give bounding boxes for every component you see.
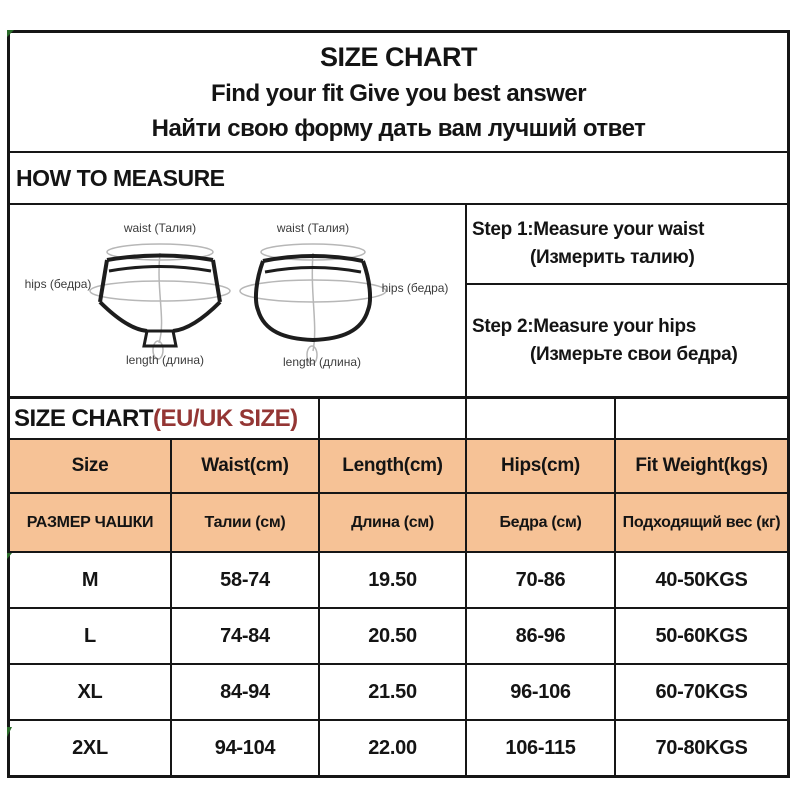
step-1-box <box>467 205 787 283</box>
size-cell: L <box>84 624 96 647</box>
table-row-m <box>10 551 787 607</box>
column-header-hips: Hips(cm) <box>465 440 614 492</box>
hips-label-back: hips (бедра) <box>381 281 449 295</box>
table-header-row-en <box>10 438 787 492</box>
panty-back-diagram <box>240 244 386 364</box>
column-header-waist: Waist(cm) <box>170 440 318 492</box>
hips-cell: 106-115 <box>465 721 614 775</box>
table-row-l <box>10 607 787 663</box>
size-chart-title-black: SIZE CHART <box>14 404 153 432</box>
column-header-size: Size <box>71 455 109 476</box>
weight-cell: 70-80KGS <box>614 721 787 775</box>
waist-label-back: waist (Талия) <box>276 221 350 235</box>
hips-cell: 96-106 <box>465 665 614 719</box>
column-header-waist-ru: Талии (см) <box>170 494 318 551</box>
length-cell: 20.50 <box>318 609 465 663</box>
column-header-hips-ru: Бедра (см) <box>465 494 614 551</box>
length-label-front: length (длина) <box>125 353 205 367</box>
size-chart-title <box>10 399 318 438</box>
size-cell: M <box>81 568 99 591</box>
size-cell: XL <box>77 680 103 703</box>
length-cell: 22.00 <box>318 721 465 775</box>
empty-cell <box>614 399 787 438</box>
size-chart-title-row <box>10 396 787 438</box>
panty-diagrams-drawing <box>10 205 465 398</box>
waist-cell: 94-104 <box>170 721 318 775</box>
hips-label-front: hips (бедра) <box>24 277 92 291</box>
table-row-xl <box>10 663 787 719</box>
step-2-text-ru: (Измерьте свои бедра) <box>530 343 738 365</box>
step-1-text-en: Step 1:Measure your waist <box>472 219 705 240</box>
table-header-row-ru <box>10 492 787 551</box>
size-chart-sheet <box>7 30 790 778</box>
column-header-size-ru: РАЗМЕР ЧАШКИ <box>26 513 154 531</box>
subtitle-ru: Найти свою форму дать вам лучший ответ <box>151 114 646 142</box>
measure-section <box>10 203 787 396</box>
how-to-measure-row <box>10 151 787 203</box>
weight-cell: 60-70KGS <box>614 665 787 719</box>
length-label-back: length (длина) <box>282 355 362 369</box>
column-header-length: Length(cm) <box>318 440 465 492</box>
waist-cell: 84-94 <box>170 665 318 719</box>
how-to-measure-heading: HOW TO MEASURE <box>16 164 225 191</box>
hips-cell: 70-86 <box>465 553 614 607</box>
length-cell: 21.50 <box>318 665 465 719</box>
length-cell: 19.50 <box>318 553 465 607</box>
column-header-weight-ru: Подходящий вес (кг) <box>614 494 787 551</box>
step-2-box <box>467 283 787 396</box>
weight-cell: 50-60KGS <box>614 609 787 663</box>
step-2-text-en: Step 2:Measure your hips <box>472 315 697 337</box>
empty-cell <box>465 399 614 438</box>
title-block <box>10 33 787 151</box>
panty-front-diagram <box>90 244 230 359</box>
empty-cell <box>318 399 465 438</box>
hips-cell: 86-96 <box>465 609 614 663</box>
measure-diagrams <box>10 205 465 396</box>
size-cell: 2XL <box>72 736 108 759</box>
waist-cell: 58-74 <box>170 553 318 607</box>
page-title: SIZE CHART <box>320 41 477 72</box>
subtitle-en: Find your fit Give you best answer <box>210 79 587 107</box>
column-header-length-ru: Длина (см) <box>318 494 465 551</box>
step-1-text-ru: (Измерить талию) <box>530 247 695 268</box>
measure-steps <box>465 205 787 396</box>
table-row-2xl <box>10 719 787 775</box>
waist-label-front: waist (Талия) <box>123 221 197 235</box>
size-chart-title-red: (EU/UK SIZE) <box>153 404 298 432</box>
waist-cell: 74-84 <box>170 609 318 663</box>
weight-cell: 40-50KGS <box>614 553 787 607</box>
column-header-weight: Fit Weight(kgs) <box>614 440 787 492</box>
